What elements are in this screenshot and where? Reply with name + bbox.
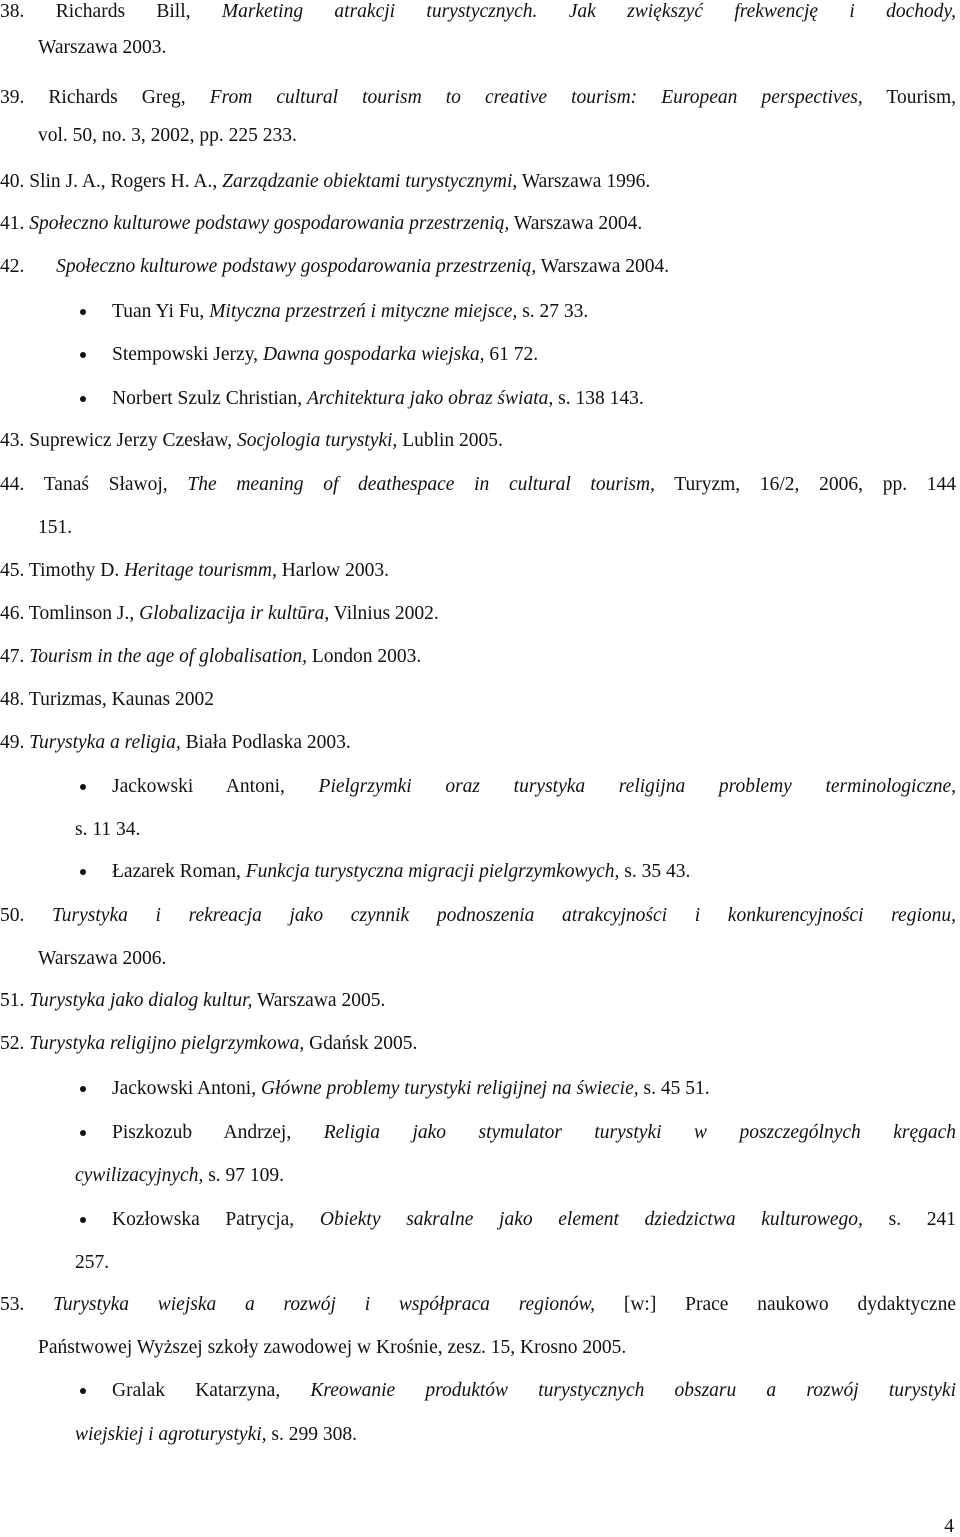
bib-entry-45: 45. Timothy D. Heritage tourismm, Harlow 2003. [0, 560, 389, 581]
bib-entry-53: 53. Turystyka wiejska a rozwój i współpraca regionów, [w:] Prace naukowo dydaktyczne [0, 1294, 956, 1315]
bib-entry-41: 41. Społeczno kulturowe podstawy gospodarowania przestrzenią, Warszawa 2004. [0, 213, 643, 234]
bullet-icon [80, 784, 86, 790]
bib-subentry: Kozłowska Patrycja, Obiekty sakralne jako element dziedzictwa kulturowego, s. 241 [112, 1209, 957, 1230]
bib-entry-40: 40. Slin J. A., Rogers H. A., Zarządzanie obiektami turystycznymi, Warszawa 1996. [0, 171, 651, 192]
bib-subentry: Stempowski Jerzy, Dawna gospodarka wiejska, 61 72. [112, 344, 539, 365]
bib-subentry: Norbert Szulz Christian, Architektura jako obraz świata, s. 138 143. [112, 388, 644, 409]
bullet-icon [80, 1130, 86, 1136]
bib-entry-53-cont: Państwowej Wyższej szkoły zawodowej w Krośnie, zesz. 15, Krosno 2005. [38, 1337, 627, 1358]
bib-entry-51: 51. Turystyka jako dialog kultur, Warszawa 2005. [0, 990, 386, 1011]
bib-entry-52: 52. Turystyka religijno pielgrzymkowa, Gdańsk 2005. [0, 1033, 418, 1054]
bullet-icon [80, 352, 86, 358]
page-number: 4 [944, 1516, 954, 1537]
bib-subentry-cont: s. 11 34. [75, 819, 141, 840]
bullet-icon [80, 396, 86, 402]
bullet-icon [80, 1217, 86, 1223]
bib-entry-38: 38. Richards Bill, Marketing atrakcji turystycznych. Jak zwiększyć frekwencję i dochody, [0, 1, 957, 22]
bullet-icon [80, 1086, 86, 1092]
bib-subentry: Piszkozub Andrzej, Religia jako stymulator turystyki w poszczególnych kręgach [112, 1122, 957, 1143]
bib-entry-50: 50. Turystyka i rekreacja jako czynnik podnoszenia atrakcyjności i konkurencyjności regionu, [0, 905, 956, 926]
bib-entry-42: 42. Społeczno kulturowe podstawy gospodarowania przestrzenią, Warszawa 2004. [0, 256, 670, 277]
bib-entry-46: 46. Tomlinson J., Globalizacija ir kultūra, Vilnius 2002. [0, 603, 439, 624]
bib-subentry-cont: wiejskiej i agroturystyki, s. 299 308. [75, 1424, 358, 1445]
bib-subentry-cont: 257. [75, 1252, 110, 1273]
bib-subentry-cont: cywilizacyjnych, s. 97 109. [75, 1165, 285, 1186]
bib-subentry: Łazarek Roman, Funkcja turystyczna migracji pielgrzymkowych, s. 35 43. [112, 861, 691, 882]
bullet-icon [80, 869, 86, 875]
bib-entry-50-cont: Warszawa 2006. [38, 948, 167, 969]
bib-entry-44: 44. Tanaś Sławoj, The meaning of deathespace in cultural tourism, Turyzm, 16/2, 2006, pp. 144 [0, 474, 957, 495]
bib-entry-49: 49. Turystyka a religia, Biała Podlaska 2003. [0, 732, 351, 753]
bib-entry-48: 48. Turizmas, Kaunas 2002 [0, 689, 214, 710]
bib-subentry: Jackowski Antoni, Pielgrzymki oraz turystyka religijna problemy terminologiczne, [112, 776, 956, 797]
bib-entry-38-cont: Warszawa 2003. [38, 37, 167, 58]
bullet-icon [80, 309, 86, 315]
bib-subentry: Gralak Katarzyna, Kreowanie produktów turystycznych obszaru a rozwój turystyki [112, 1380, 957, 1401]
bullet-icon [80, 1388, 86, 1394]
bib-entry-39-cont: vol. 50, no. 3, 2002, pp. 225 233. [38, 125, 297, 146]
bib-entry-39: 39. Richards Greg, From cultural tourism to creative tourism: European perspectives, Tourism, [0, 87, 956, 108]
bib-subentry: Tuan Yi Fu, Mityczna przestrzeń i mityczne miejsce, s. 27 33. [112, 301, 589, 322]
bib-subentry: Jackowski Antoni, Główne problemy turystyki religijnej na świecie, s. 45 51. [112, 1078, 710, 1099]
bib-entry-44-cont: 151. [38, 517, 73, 538]
bib-entry-47: 47. Tourism in the age of globalisation, London 2003. [0, 646, 422, 667]
bib-entry-43: 43. Suprewicz Jerzy Czesław, Socjologia turystyki, Lublin 2005. [0, 430, 503, 451]
